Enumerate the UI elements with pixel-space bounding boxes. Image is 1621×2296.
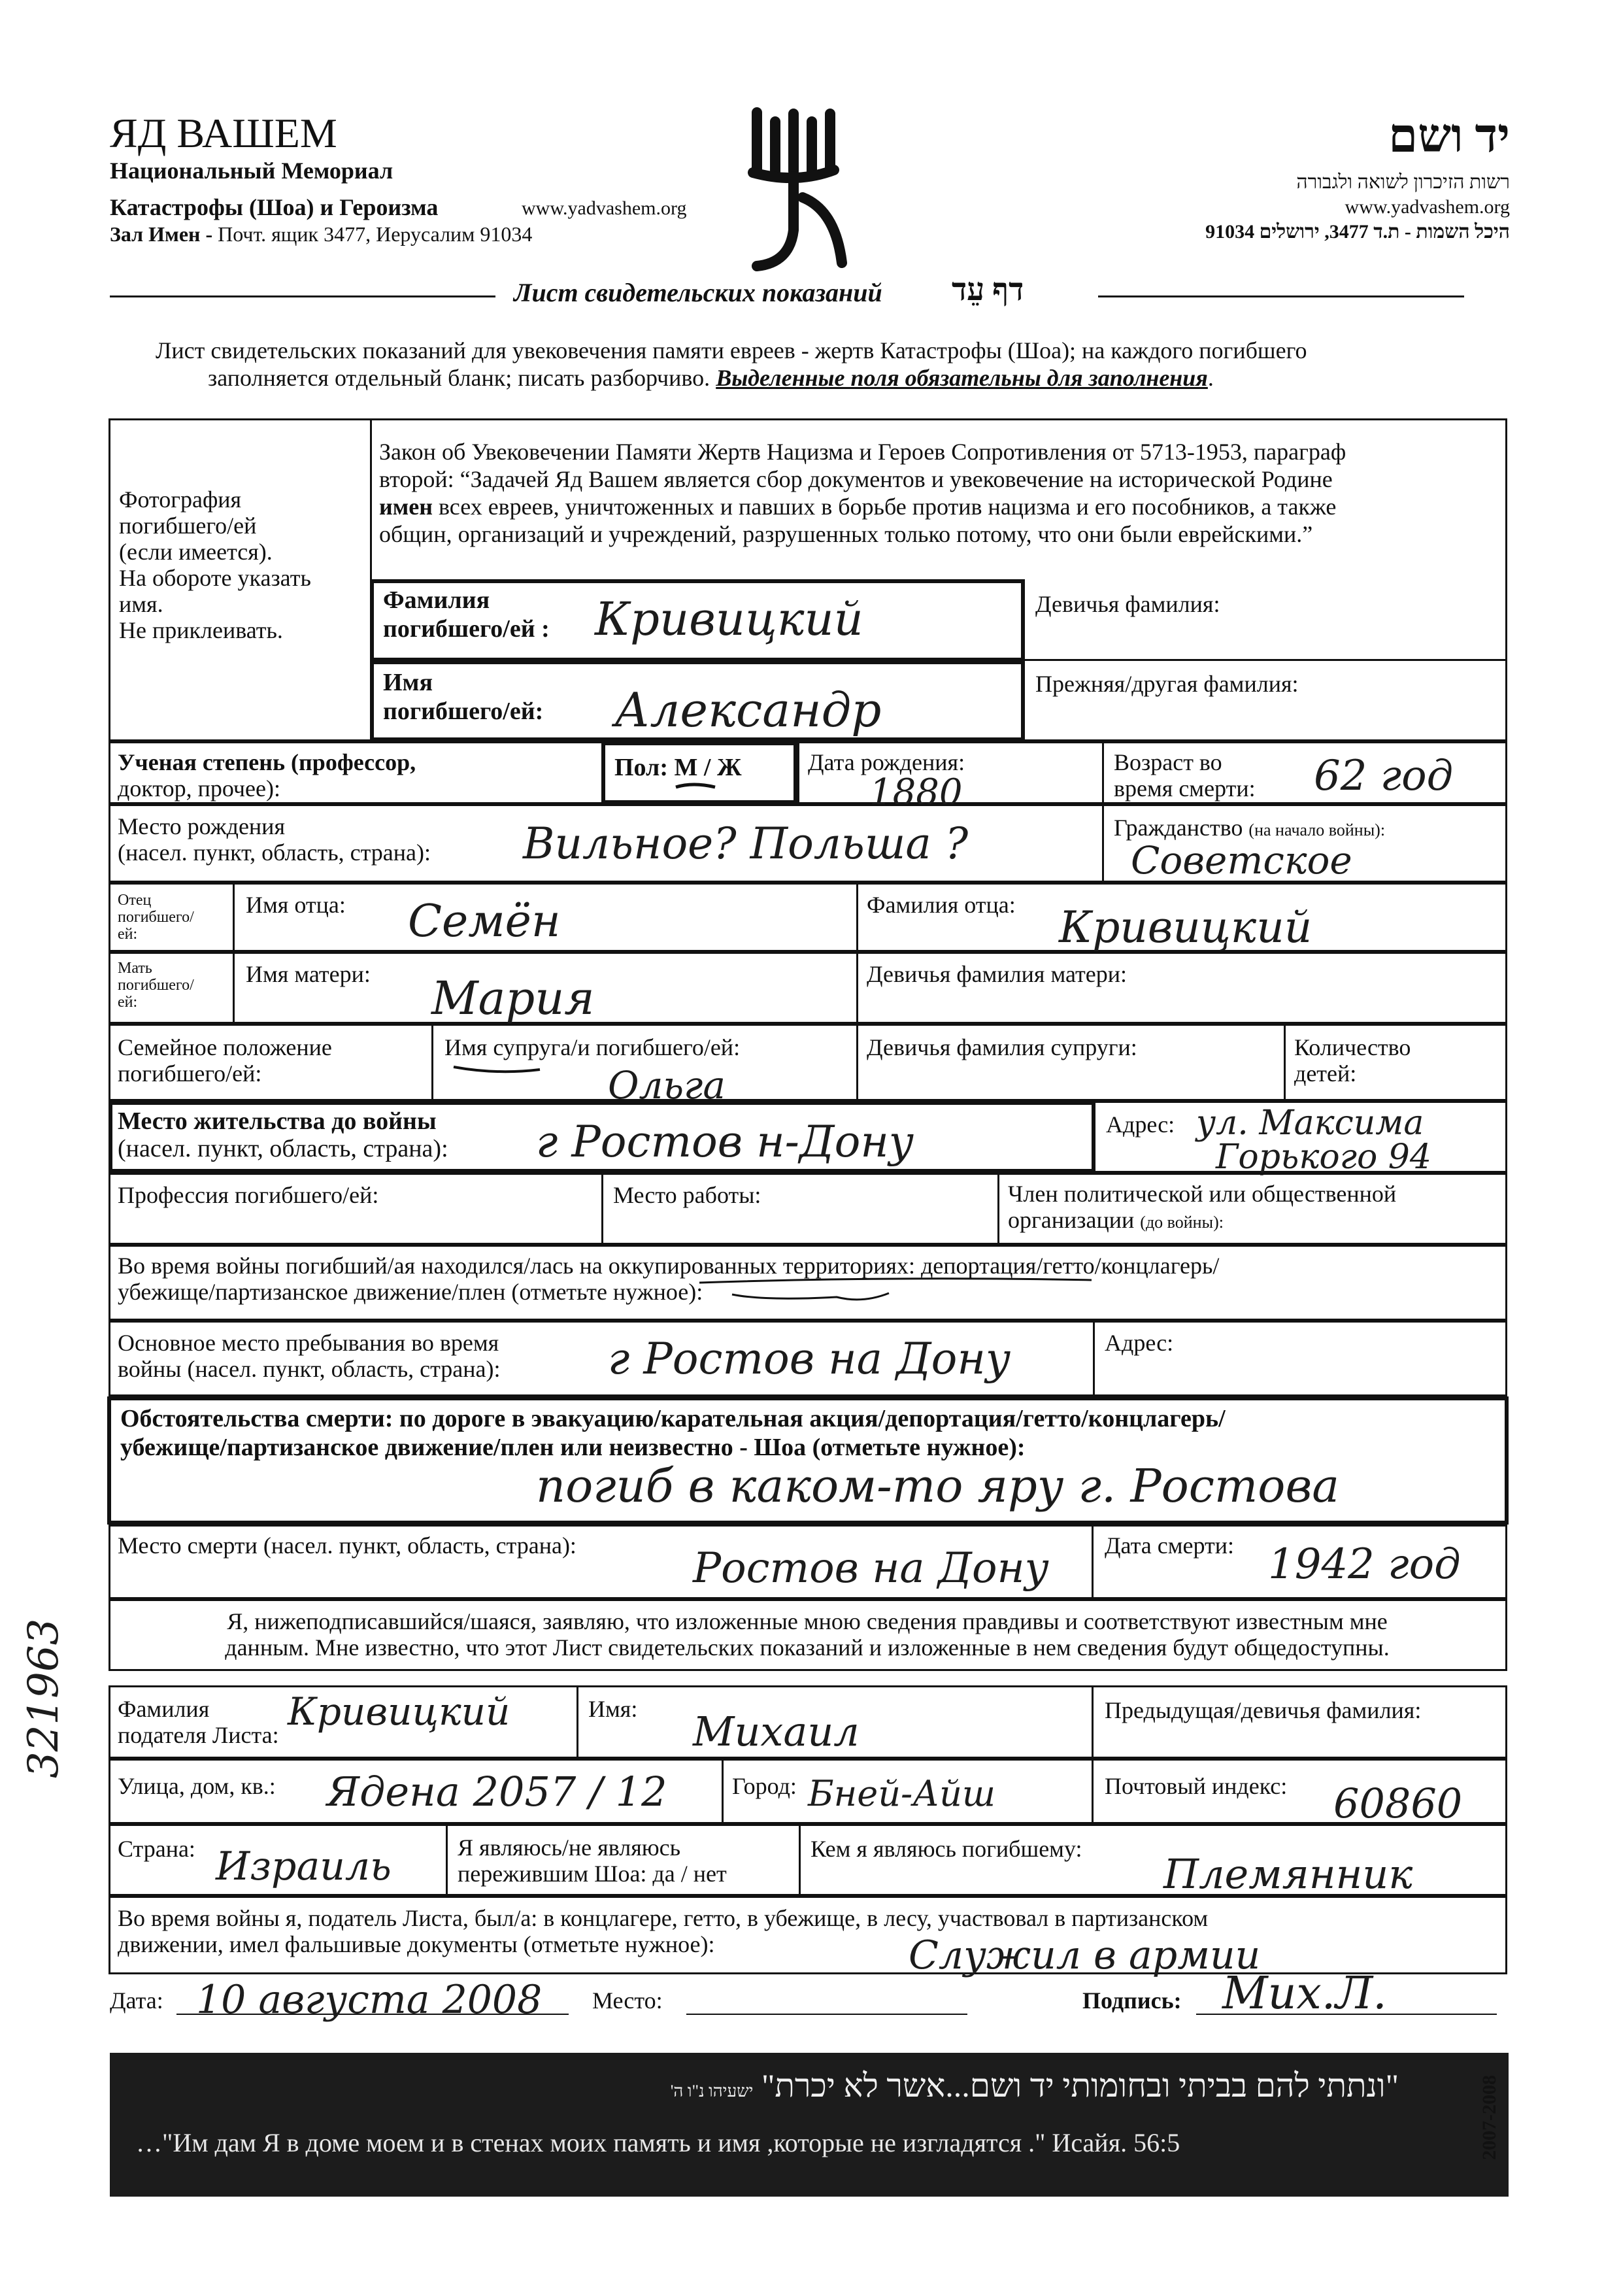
mother-maiden-divider — [856, 952, 858, 1024]
gender-label — [614, 753, 742, 782]
intro-required: Выделенные поля обязательны для заполнения — [716, 365, 1208, 391]
photo-line1: Фотография — [119, 486, 242, 513]
firstname-label — [383, 668, 543, 726]
footer-quote-ru: …"Им дам Я в доме моем и в стенах моих память и имя ,которые не изгладятся ." Исайя. 56:5 — [136, 2128, 1180, 2157]
country-value[interactable]: Израиль — [216, 1844, 392, 1889]
death-place-value[interactable]: Ростов на Дону — [693, 1544, 1049, 1593]
main-place-label-1: Основное место пребывания во время — [118, 1330, 499, 1356]
header-line3 — [110, 222, 532, 246]
footer-ref-he: ישעיהו נ"ו ה' — [670, 2082, 754, 2101]
surname-value[interactable]: Кривицкий — [595, 592, 863, 646]
children-divider — [1284, 1024, 1286, 1101]
law-line2: второй: “Задачей Яд Вашем является сбор документов и увековечение на исторической Родине — [379, 466, 1333, 492]
surname-label-2: погибшего/ей : — [383, 615, 550, 643]
photo-line2: погибшего/ей — [119, 513, 257, 539]
citizenship-note: (на начало войны): — [1248, 820, 1386, 839]
member-label-2 — [1008, 1207, 1396, 1236]
declaration-line1: Я, нижеподписавшийся/шаяся, заявляю, что изложенные мною сведения правдивы и соответствуют известным мне — [227, 1608, 1388, 1634]
birthplace-label — [118, 813, 431, 866]
residence-address-label: Адрес: — [1106, 1111, 1175, 1138]
submitter-surname-label-2: подателя Листа: — [118, 1722, 279, 1748]
degree-label — [118, 749, 416, 802]
citizenship-value[interactable]: Советское — [1131, 838, 1352, 883]
residence-address-value-2[interactable]: Горького 94 — [1216, 1138, 1431, 1177]
birthdate-value[interactable]: 1880 — [869, 771, 963, 814]
member-label-1: Член политической или общественной — [1008, 1181, 1397, 1207]
photo-line6: Не приклеивать. — [119, 617, 283, 643]
law-line4: общин, организаций и учреждений, разрушенных только потому, что они были еврейскими.” — [379, 521, 1313, 547]
birthplace-value[interactable]: Вильное? Польша ? — [523, 819, 969, 869]
firstname-value[interactable]: Александр — [614, 683, 882, 737]
firstname-label-2: погибшего/ей: — [383, 698, 544, 725]
father-surname-label: Фамилия отца: — [867, 892, 1016, 918]
zip-label: Почтовый индекс: — [1105, 1773, 1288, 1799]
header-address-he: היכל השמות - ת.ד 3477, ירושלים 91034 — [1205, 221, 1510, 243]
intro-line2-text: заполняется отдельный бланк; писать разборчиво. — [208, 365, 716, 391]
relation-divider — [799, 1824, 801, 1896]
birthplace-label-1: Место рождения — [118, 813, 286, 839]
workplace-label: Место работы: — [613, 1182, 761, 1208]
prev-surname-label: Прежняя/другая фамилия: — [1035, 671, 1299, 697]
member-label-2-text: организации — [1008, 1207, 1135, 1233]
citizenship-divider — [1102, 804, 1104, 883]
spouse-maiden-divider — [856, 1024, 858, 1101]
residence-label-2: (насел. пункт, область, страна): — [118, 1135, 448, 1162]
mother-side-label — [118, 960, 194, 1011]
spouse-underline-mark — [451, 1063, 543, 1076]
workplace-divider — [601, 1173, 603, 1245]
spouse-divider — [431, 1024, 433, 1101]
circ-bold: Обстоятельства смерти: — [120, 1405, 393, 1432]
survivor-label-2[interactable]: пережившим Шоа: да / нет — [458, 1861, 727, 1887]
father-side-3: ей: — [118, 926, 138, 943]
header-line1-ru: Национальный Мемориал — [110, 158, 393, 184]
gender-options[interactable]: М / Ж — [674, 754, 742, 781]
submitter-surname-label-1: Фамилия — [118, 1696, 210, 1722]
footer-quote-he-line — [131, 2066, 1399, 2111]
submitter-prev-divider — [1092, 1685, 1094, 1759]
children-label — [1294, 1034, 1411, 1087]
father-side-2: погибшего/ — [118, 909, 194, 926]
birthdate-divider — [797, 741, 799, 804]
survivor-label — [458, 1834, 727, 1887]
degree-label-2: доктор, прочее): — [118, 775, 280, 802]
main-place-value[interactable]: г Ростов на Дону — [608, 1334, 1011, 1384]
mother-side-2: погибшего/ — [118, 977, 194, 994]
mother-side-divider — [233, 952, 235, 1024]
age-value[interactable]: 62 год — [1314, 752, 1454, 800]
age-label — [1114, 749, 1256, 802]
father-side-1: Отец — [118, 892, 152, 909]
mother-maiden-label: Девичья фамилия матери: — [867, 961, 1128, 987]
submitter-war-value[interactable]: Служил в армии — [909, 1933, 1261, 1978]
place-label: Место: — [592, 1987, 663, 2014]
photo-line4: На обороте указать — [119, 565, 311, 591]
form-title: Лист свидетельских показаний — [514, 278, 882, 307]
country-label: Страна: — [118, 1836, 195, 1862]
main-place-address-label: Адрес: — [1105, 1330, 1174, 1356]
submitter-war-line1: Во время войны я, податель Листа, был/а: в концлагере, гетто, в убежище, в лесу, участвовал в партизанском — [118, 1905, 1209, 1931]
submitter-name-value[interactable]: Михаил — [693, 1708, 860, 1755]
gender-label-text: Пол: — [614, 754, 669, 781]
year-stamp: 2007-2008 — [1479, 2075, 1500, 2160]
profession-label: Профессия погибшего/ей: — [118, 1182, 379, 1208]
residence-address-value-1[interactable]: ул. Максима — [1196, 1104, 1424, 1143]
circ-line1 — [120, 1404, 1226, 1433]
submitter-war-line2: движении, имел фальшивые документы (отметьте нужное): — [118, 1931, 715, 1957]
status-label-1: Семейное положение — [118, 1034, 332, 1060]
photo-line3: (если имеется). — [119, 539, 273, 565]
header-line3-bold: Зал Имен - — [110, 222, 213, 246]
firstname-label-1: Имя — [383, 669, 433, 696]
father-name-value[interactable]: Семён — [408, 896, 561, 947]
law-line3 — [379, 493, 1346, 520]
header-subtitle-he: רשות הזיכרון לשואה ולגבורה — [1296, 171, 1510, 193]
yad-vashem-logo-icon — [744, 99, 848, 276]
relation-label: Кем я являюсь погибшему: — [811, 1836, 1082, 1862]
law-line3-rest: всех евреев, уничтоженных и павших в борьбе против нацизма и его пособников, а также — [432, 494, 1337, 520]
survivor-label-1: Я являюсь/не являюсь — [458, 1834, 681, 1861]
place-rule — [686, 2014, 967, 2015]
age-divider — [1102, 741, 1104, 804]
mother-name-value[interactable]: Мария — [431, 971, 595, 1025]
main-place-label-2: войны (насел. пункт, область, страна): — [118, 1356, 501, 1382]
residence-value[interactable]: г Ростов н-Дону — [536, 1117, 914, 1167]
spouse-maiden-label: Девичья фамилия супруги: — [867, 1034, 1137, 1060]
death-date-divider — [1092, 1525, 1094, 1599]
title-rule-left — [110, 295, 495, 297]
street-value[interactable]: Ядена 2057 / 12 — [327, 1768, 667, 1815]
residence-label — [118, 1107, 448, 1162]
status-label-2: погибшего/ей: — [118, 1060, 262, 1087]
submitter-prev-label: Предыдущая/девичья фамилия: — [1105, 1697, 1422, 1723]
law-line3-bold: имен — [379, 494, 433, 520]
mother-side-1: Мать — [118, 960, 152, 977]
birthplace-label-2: (насел. пункт, область, страна): — [118, 839, 431, 866]
citizenship-label-text: Гражданство — [1114, 815, 1243, 841]
submitter-surname-value[interactable]: Кривицкий — [288, 1689, 510, 1734]
photo-line5: имя. — [119, 591, 163, 617]
header-title-he: יד ושם — [1388, 110, 1510, 162]
father-side-label — [118, 892, 194, 943]
death-place-label: Место смерти (насел. пункт, область, страна): — [118, 1532, 577, 1559]
signature-value[interactable]: Мих.Л. — [1222, 1968, 1387, 2019]
intro-line1: Лист свидетельских показаний для увековечения памяти евреев - жертв Катастрофы (Шоа); на каждого погибшего — [156, 337, 1307, 363]
submitter-name-divider — [577, 1685, 578, 1759]
death-date-label: Дата смерти: — [1105, 1532, 1235, 1559]
father-surname-divider — [856, 883, 858, 952]
header-website-he: www.yadvashem.org — [1345, 196, 1510, 218]
mother-side-3: ей: — [118, 994, 138, 1011]
declaration-line2: данным. Мне известно, что этот Лист свидетельских показаний и изложенные в нем сведения будут общедоступны. — [225, 1634, 1390, 1661]
member-label — [1008, 1181, 1396, 1236]
signature-label: Подпись: — [1082, 1987, 1182, 2014]
mother-name-label: Имя матери: — [246, 961, 371, 987]
status-label — [118, 1034, 332, 1087]
maiden-rule — [1025, 659, 1507, 661]
relation-value[interactable]: Племянник — [1163, 1850, 1413, 1898]
submitter-surname-label — [118, 1696, 279, 1748]
circ-rest: по дороге в эвакуацию/карательная акция/депортация/гетто/концлагерь/ — [393, 1405, 1226, 1432]
intro-line2 — [208, 365, 1214, 391]
spouse-value[interactable]: Ольга — [608, 1063, 726, 1107]
title-rule-right — [1098, 295, 1464, 297]
form-title-he: דף עֵד — [952, 273, 1024, 307]
father-surname-value[interactable]: Кривицкий — [1059, 902, 1312, 953]
father-name-label: Имя отца: — [246, 892, 346, 918]
main-place-address-divider — [1093, 1321, 1095, 1396]
city-label: Город: — [732, 1773, 797, 1799]
wartime-mark — [693, 1275, 1098, 1301]
degree-label-1: Ученая степень (профессор, — [118, 749, 416, 775]
member-note: (до войны): — [1140, 1213, 1224, 1232]
residence-label-bold: Место жительства до войны — [118, 1107, 437, 1135]
street-label: Улица, дом, кв.: — [118, 1773, 276, 1799]
intro-dot: . — [1207, 365, 1214, 391]
wartime-line1: Во время войны погибший/ая находился/лась на оккупированных территориях: депортация/гетто/концлагерь/ — [118, 1253, 1220, 1279]
submitter-name-label: Имя: — [588, 1696, 638, 1722]
survivor-divider — [446, 1824, 448, 1896]
city-divider — [722, 1759, 724, 1824]
death-date-value[interactable]: 1942 год — [1268, 1540, 1461, 1589]
law-line1: Закон об Увековечении Памяти Жертв Нацизма и Героев Сопротивления от 5713-1953, параграф — [379, 439, 1346, 465]
header-website: www.yadvashem.org — [522, 197, 687, 219]
children-label-2: детей: — [1294, 1060, 1357, 1087]
age-label-1: Возраст во — [1114, 749, 1222, 775]
spouse-label: Имя супруга/и погибшего/ей: — [444, 1034, 741, 1060]
city-value[interactable]: Бней-Айш — [808, 1773, 996, 1814]
zip-value[interactable]: 60860 — [1333, 1780, 1463, 1827]
birthdate-label: Дата рождения: — [808, 749, 965, 775]
date-label: Дата: — [110, 1987, 163, 2014]
law-text — [379, 438, 1346, 548]
archive-number: 321963 — [20, 1618, 68, 1778]
children-label-1: Количество — [1294, 1034, 1411, 1060]
footer-quote-he: "ונתתי להם בביתי ובחומותי יד ושם...אשר לא יכרת" — [761, 2067, 1399, 2104]
main-place-label — [118, 1330, 501, 1382]
surname-label — [383, 586, 550, 643]
header-title-ru: ЯД ВАШЕМ — [110, 110, 337, 156]
photo-instructions — [119, 486, 311, 643]
circ-text — [120, 1404, 1226, 1462]
header-line2-ru: Катастрофы (Шоа) и Героизма — [110, 194, 439, 220]
circ-line2: убежище/партизанское движение/плен или неизвестно - Шоа (отметьте нужное): — [120, 1434, 1026, 1461]
gender-mark-underline — [673, 779, 719, 792]
maiden-label: Девичья фамилия: — [1035, 591, 1220, 617]
father-side-divider — [233, 883, 235, 952]
surname-label-1: Фамилия — [383, 586, 490, 614]
age-label-2: время смерти: — [1114, 775, 1256, 802]
date-value[interactable]: 10 августа 2008 — [196, 1977, 543, 2023]
declaration-text — [118, 1608, 1497, 1661]
zip-divider — [1092, 1759, 1094, 1824]
wartime-line2: убежище/партизанское движение/плен (отметьте нужное): — [118, 1279, 703, 1305]
member-divider — [997, 1173, 999, 1245]
circ-value[interactable]: погиб в каком-то яру г. Ростова — [536, 1459, 1339, 1513]
header-line3-rest: Почт. ящик 3477, Иерусалим 91034 — [212, 222, 533, 246]
